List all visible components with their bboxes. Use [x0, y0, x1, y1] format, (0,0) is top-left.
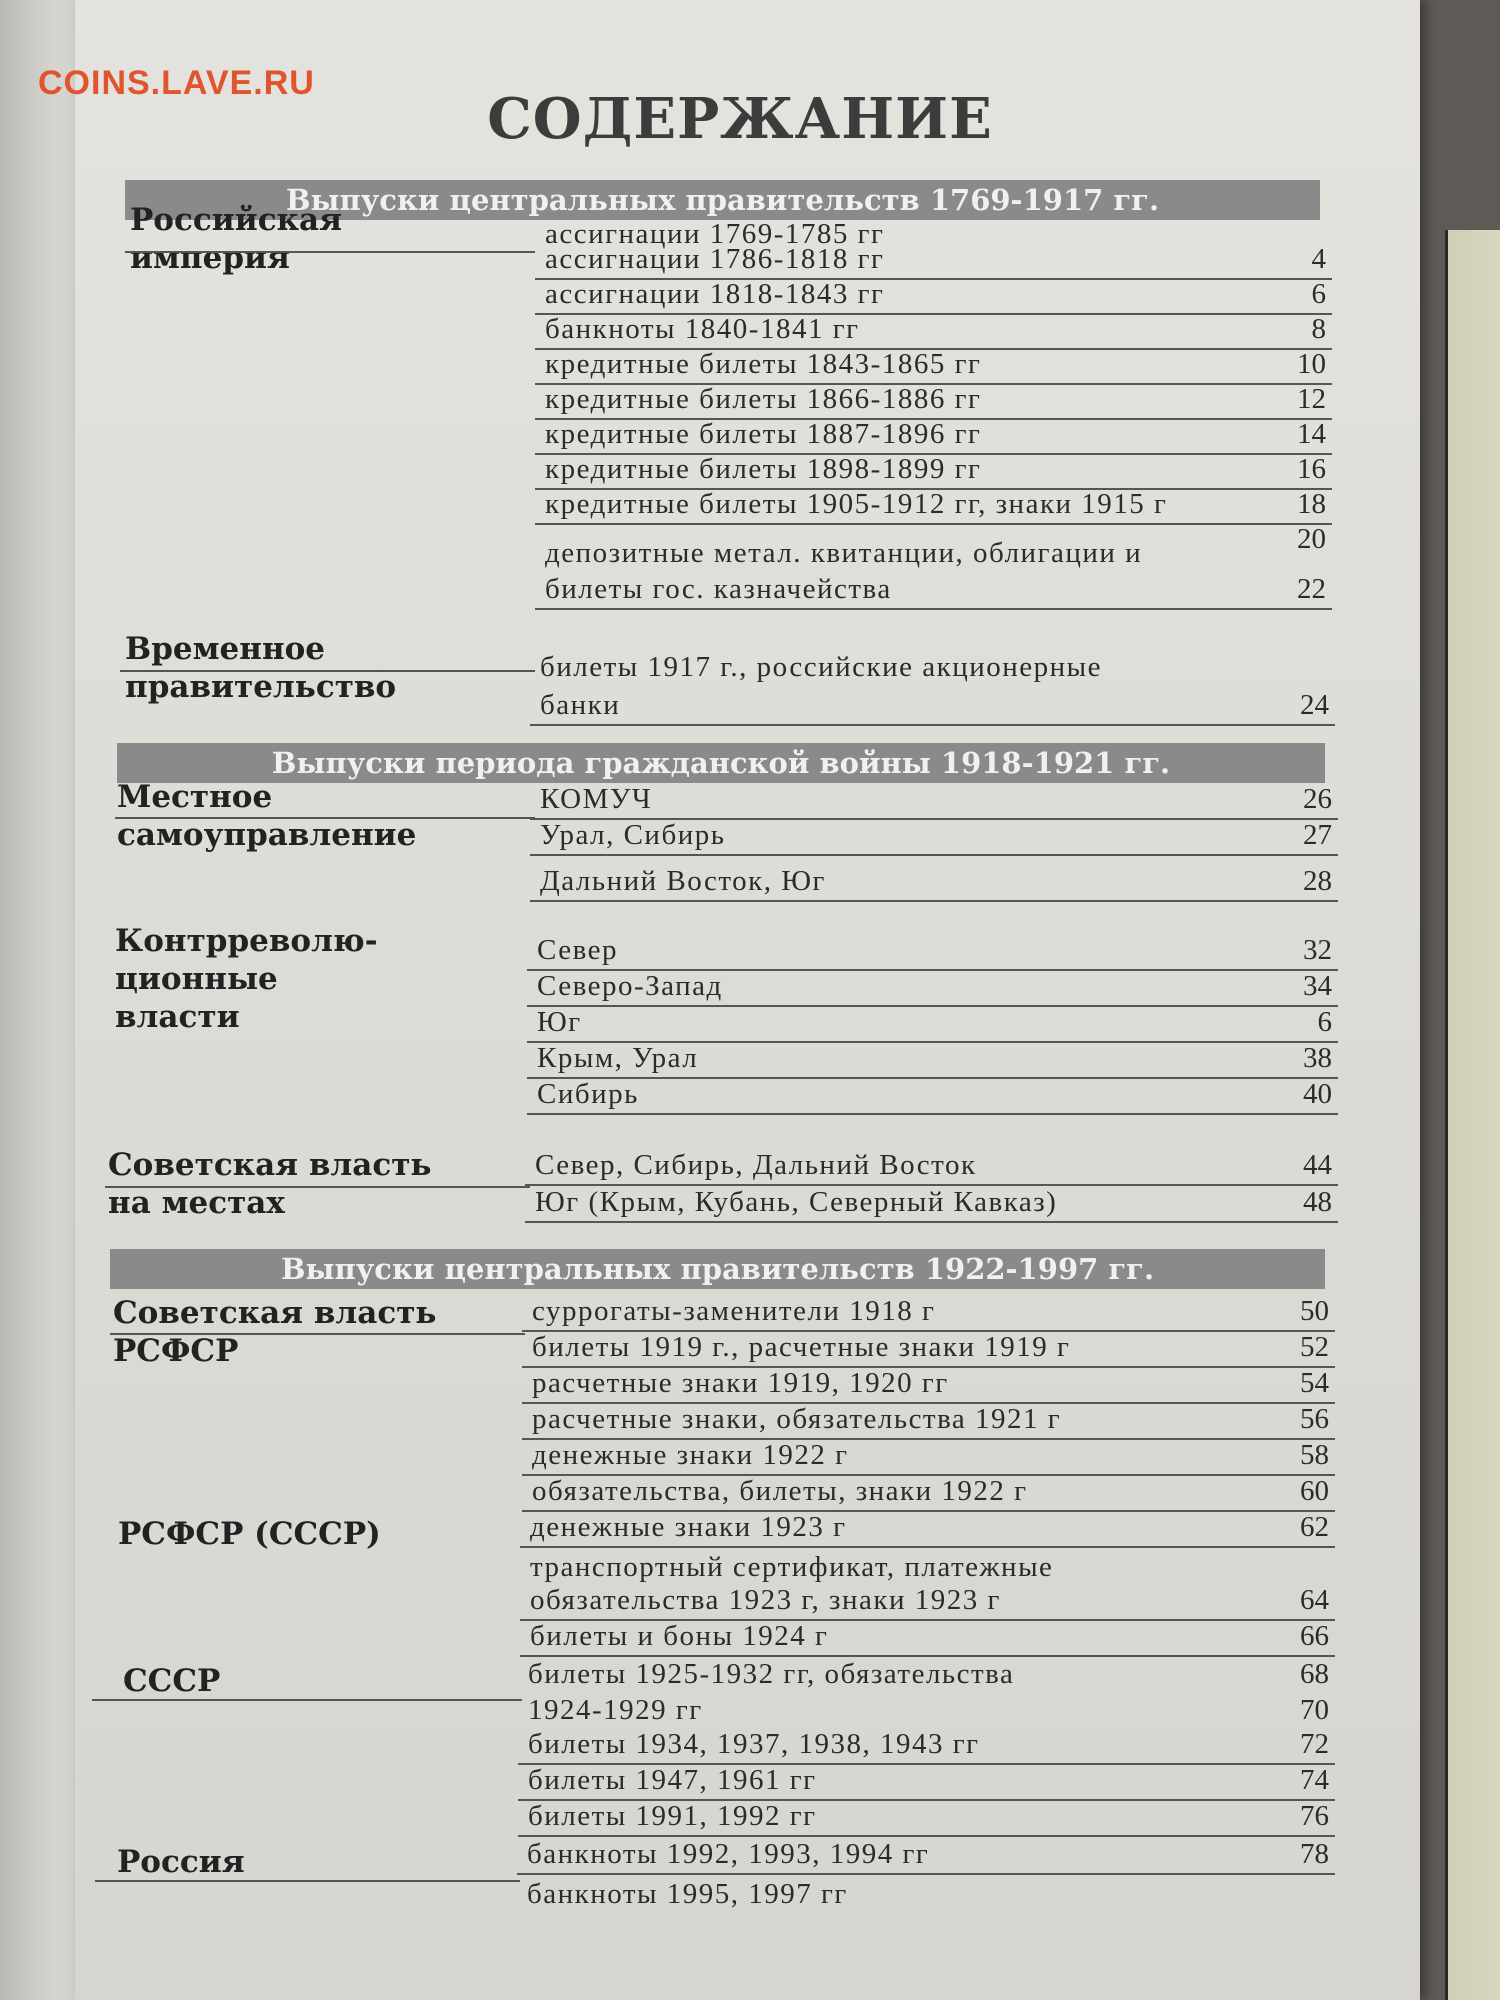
toc-page-number: 66: [1300, 1620, 1329, 1652]
toc-row[interactable]: [525, 1150, 1338, 1186]
toc-page-number: 60: [1300, 1475, 1329, 1507]
toc-page-number: 70: [1300, 1694, 1329, 1726]
toc-entry-text: Юг: [537, 1006, 582, 1038]
toc-page-number: 27: [1303, 819, 1332, 851]
toc-row[interactable]: [535, 349, 1332, 385]
toc-page-number: 56: [1300, 1403, 1329, 1435]
toc-entry-text: Север: [537, 934, 618, 966]
toc-page-number: 68: [1300, 1658, 1329, 1690]
toc-row[interactable]: [527, 935, 1338, 971]
toc-entry-text: билеты 1991, 1992 гг: [528, 1800, 817, 1832]
toc-entry-text: кредитные билеты 1898-1899 гг: [545, 453, 982, 485]
toc-row[interactable]: [522, 1296, 1335, 1332]
toc-row[interactable]: [530, 690, 1335, 726]
category-label: Временное правительство: [125, 631, 397, 705]
category-label: СССР: [123, 1663, 221, 1699]
toc-row[interactable]: [527, 1079, 1338, 1115]
toc-row[interactable]: [520, 1550, 1335, 1586]
category-label: Контрреволю- ционные власти: [115, 923, 378, 1035]
separator-line: [120, 670, 535, 672]
toc-row[interactable]: [517, 1839, 1335, 1875]
toc-entry-text: кредитные билеты 1887-1896 гг: [545, 418, 982, 450]
toc-entry-text: 1924-1929 гг: [528, 1694, 703, 1726]
toc-row[interactable]: [530, 820, 1338, 856]
toc-page-number: 54: [1300, 1367, 1329, 1399]
toc-entry-text: Север, Сибирь, Дальний Восток: [535, 1149, 977, 1181]
toc-entry-text: Урал, Сибирь: [540, 819, 726, 851]
toc-entry-text: кредитные билеты 1905-1912 гг, знаки 1915 г: [545, 488, 1168, 520]
toc-entry-text: расчетные знаки, обязательства 1921 г: [532, 1403, 1062, 1435]
separator-line: [125, 251, 535, 253]
toc-page-number: 14: [1297, 418, 1326, 450]
toc-row[interactable]: [518, 1657, 1335, 1693]
toc-row[interactable]: [525, 1187, 1338, 1223]
toc-page-number: 10: [1297, 348, 1326, 380]
toc-entry-text: денежные знаки 1922 г: [532, 1439, 849, 1471]
toc-page-number: 24: [1300, 689, 1329, 721]
category-label: Российская империя: [130, 202, 342, 276]
toc-entry-text: Дальний Восток, Юг: [540, 865, 826, 897]
toc-page-number: 4: [1311, 243, 1326, 275]
toc-page-number: 40: [1303, 1078, 1332, 1110]
toc-entry-text: обязательства, билеты, знаки 1922 г: [532, 1475, 1028, 1507]
toc-entry-text: Северо-Запад: [537, 970, 723, 1002]
toc-page-number: 52: [1300, 1331, 1329, 1363]
section-heading: Выпуски центральных правительств 1922-1997 гг.: [110, 1249, 1325, 1289]
toc-entry-text: депозитные метал. квитанции, облигации и: [545, 537, 1143, 569]
toc-row[interactable]: [518, 1729, 1335, 1765]
toc-row[interactable]: [530, 650, 1335, 686]
toc-row[interactable]: [530, 866, 1338, 902]
toc-entry-text: Крым, Урал: [537, 1042, 699, 1074]
toc-entry-text: обязательства 1923 г, знаки 1923 г: [530, 1584, 1001, 1616]
toc-page-number: 6: [1317, 1006, 1332, 1038]
toc-entry-text: расчетные знаки 1919, 1920 гг: [532, 1367, 949, 1399]
toc-row[interactable]: [535, 523, 1332, 572]
toc-entry-text: суррогаты-заменители 1918 г: [532, 1295, 936, 1327]
toc-row[interactable]: [517, 1877, 1335, 1913]
section-heading: Выпуски периода гражданской войны 1918-1921 гг.: [117, 743, 1325, 783]
toc-page-number: 76: [1300, 1800, 1329, 1832]
toc-page-number: 38: [1303, 1042, 1332, 1074]
category-label: РСФСР (СССР): [118, 1516, 381, 1552]
toc-row[interactable]: [535, 574, 1332, 610]
toc-page-number: 74: [1300, 1764, 1329, 1796]
toc-row[interactable]: [522, 1404, 1335, 1440]
toc-page-number: 44: [1303, 1149, 1332, 1181]
toc-row[interactable]: [522, 1440, 1335, 1476]
toc-row[interactable]: [522, 1332, 1335, 1368]
toc-row[interactable]: [518, 1801, 1335, 1837]
site-watermark: COINS.LAVE.RU: [38, 64, 315, 102]
toc-page-number: 16: [1297, 453, 1326, 485]
toc-page-number: 22: [1297, 573, 1326, 605]
toc-entry-text: кредитные билеты 1866-1886 гг: [545, 383, 982, 415]
toc-page-number: 34: [1303, 970, 1332, 1002]
toc-row[interactable]: [518, 1765, 1335, 1801]
toc-entry-text: кредитные билеты 1843-1865 гг: [545, 348, 982, 380]
toc-page-number: 12: [1297, 383, 1326, 415]
toc-row[interactable]: [522, 1476, 1335, 1512]
toc-row[interactable]: [520, 1585, 1335, 1621]
toc-row[interactable]: [527, 1043, 1338, 1079]
toc-row[interactable]: [535, 419, 1332, 455]
separator-line: [92, 1699, 522, 1701]
toc-row[interactable]: [535, 244, 1332, 280]
toc-entry-text: билеты 1947, 1961 гг: [528, 1764, 817, 1796]
separator-line: [95, 1880, 520, 1882]
toc-page-number: 20: [1297, 523, 1326, 555]
toc-page-number: 48: [1303, 1186, 1332, 1218]
toc-entry-text: банкноты 1840-1841 гг: [545, 313, 860, 345]
section-heading: Выпуски центральных правительств 1769-1917 гг.: [125, 180, 1320, 220]
toc-row[interactable]: [522, 1368, 1335, 1404]
toc-row[interactable]: [535, 314, 1332, 350]
separator-line: [110, 1333, 525, 1335]
toc-entry-text: билеты 1925-1932 гг, обязательства: [528, 1658, 1015, 1690]
toc-row[interactable]: [518, 1693, 1335, 1729]
toc-page-number: 78: [1300, 1838, 1329, 1870]
toc-page-number: 26: [1303, 783, 1332, 815]
toc-entry-text: транспортный сертификат, платежные: [530, 1551, 1054, 1583]
toc-page-number: 32: [1303, 934, 1332, 966]
category-label: Местное самоуправление: [117, 779, 417, 853]
toc-entry-text: билеты 1917 г., российские акционерные: [540, 651, 1103, 683]
adjacent-book-edge: [1445, 230, 1500, 2000]
toc-page-number: 62: [1300, 1511, 1329, 1543]
toc-entry-text: банкноты 1995, 1997 гг: [527, 1878, 848, 1910]
toc-entry-text: банки: [540, 689, 621, 721]
toc-entry-text: денежные знаки 1923 г: [530, 1511, 847, 1543]
toc-page-number: 50: [1300, 1295, 1329, 1327]
category-label: Россия: [117, 1844, 245, 1880]
category-label: Советская власть на местах: [108, 1147, 432, 1221]
separator-line: [115, 817, 535, 819]
toc-page-number: 58: [1300, 1439, 1329, 1471]
toc-page-number: 6: [1311, 278, 1326, 310]
toc-entry-text: ассигнации 1769-1785 гг: [545, 218, 885, 250]
toc-row[interactable]: [520, 1621, 1335, 1657]
toc-row[interactable]: [520, 1512, 1335, 1548]
toc-entry-text: ассигнации 1818-1843 гг: [545, 278, 885, 310]
toc-page-number: 8: [1311, 313, 1326, 345]
toc-row[interactable]: [527, 1007, 1338, 1043]
category-label: Советская власть РСФСР: [113, 1295, 437, 1369]
page-title: СОДЕРЖАНИЕ: [487, 86, 993, 152]
toc-entry-text: билеты 1934, 1937, 1938, 1943 гг: [528, 1728, 980, 1760]
toc-entry-text: банкноты 1992, 1993, 1994 гг: [527, 1838, 930, 1870]
toc-page-number: 18: [1297, 488, 1326, 520]
toc-row[interactable]: [530, 784, 1338, 820]
toc-entry-text: КОМУЧ: [540, 783, 653, 815]
toc-row[interactable]: [535, 454, 1332, 490]
toc-row[interactable]: [535, 489, 1332, 525]
toc-page-number: 72: [1300, 1728, 1329, 1760]
toc-entry-text: билеты и боны 1924 г: [530, 1620, 829, 1652]
toc-page-number: 28: [1303, 865, 1332, 897]
toc-page-number: 64: [1300, 1584, 1329, 1616]
toc-entry-text: Юг (Крым, Кубань, Северный Кавказ): [535, 1186, 1058, 1218]
toc-entry-text: билеты гос. казначейства: [545, 573, 892, 605]
toc-row[interactable]: [527, 971, 1338, 1007]
toc-entry-text: Сибирь: [537, 1078, 639, 1110]
toc-row[interactable]: [535, 279, 1332, 315]
toc-entry-text: ассигнации 1786-1818 гг: [545, 243, 885, 275]
toc-row[interactable]: [535, 384, 1332, 420]
separator-line: [105, 1186, 530, 1188]
toc-entry-text: билеты 1919 г., расчетные знаки 1919 г: [532, 1331, 1071, 1363]
